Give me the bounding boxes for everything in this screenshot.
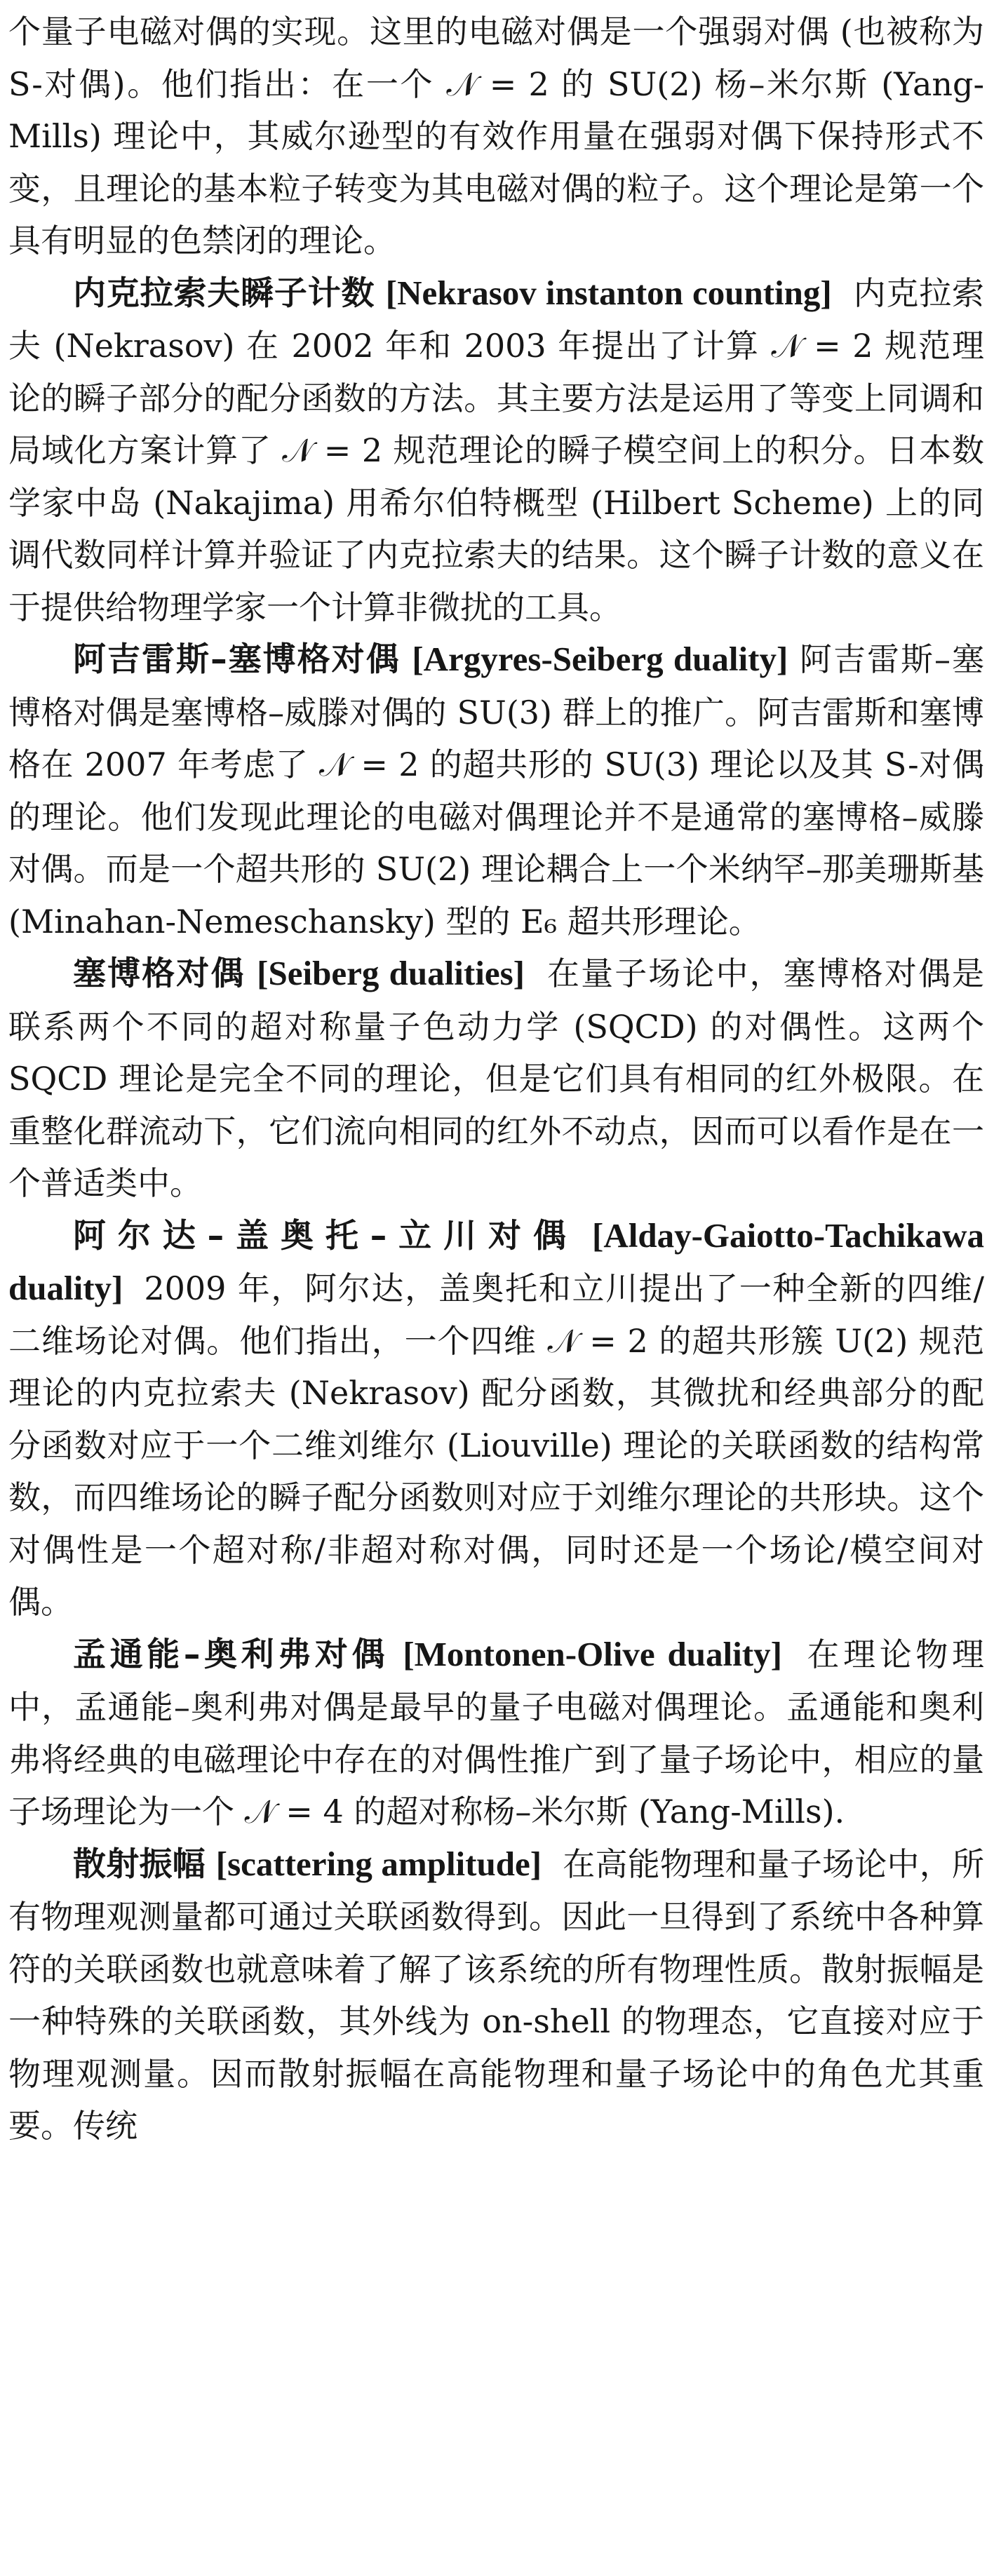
entry-montonen-olive-duality xyxy=(8,1628,984,1838)
entry-argyres-seiberg-duality xyxy=(8,633,984,948)
entry-term: 阿尔达–盖奥托–立川对偶 xyxy=(73,1216,578,1255)
entry-body: 在理论物理中，孟通能–奥利弗对偶是最早的量子电磁对偶理论。孟通能和奥利弗将经典的电磁理论中存在的对偶性推广到了量子场论中，相应的量子场理论为一个 𝒩 = 4 的超对称杨–米尔斯 (Yang-Mills). xyxy=(8,1635,985,1830)
entry-term: 阿吉雷斯–塞博格对偶 xyxy=(73,640,401,679)
entry-english-term: [scattering amplitude] xyxy=(215,1844,542,1883)
entry-term: 孟通能–奥利弗对偶 xyxy=(73,1635,389,1674)
entry-english-term: [Argyres-Seiberg duality] xyxy=(412,640,788,678)
entry-english-term: [Seiberg dualities] xyxy=(257,954,525,992)
entry-term: 散射振幅 xyxy=(73,1845,206,1884)
entry-body: 在高能物理和量子场论中，所有物理观测量都可通过关联函数得到。因此一旦得到了系统中各种算符的关联函数也就意味着了解了该系统的所有物理性质。散射振幅是一种特殊的关联函数，其外线为 on-shell 的物理态，它直接对应于物理观测量。因而散射振幅在高能物理和量子场论中的角色尤其重要。传统 xyxy=(8,1845,985,2145)
entry-body: 2009 年，阿尔达，盖奥托和立川提出了一种全新的四维/二维场论对偶。他们指出，一个四维 𝒩 = 2 的超共形簇 U(2) 规范理论的内克拉索夫 (Nekrasov) 配分函数，其微扰和经典部分的配分函数对应于一个二维刘维尔 (Liouville) 理论的关联函数的结构常数，而四维场论的瞬子配分函数则对应于刘维尔理论的共形块。这个对偶性是一个超对称/非超对称对偶，同时还是一个场论/模空间对偶。 xyxy=(8,1269,984,1621)
entry-body: 阿吉雷斯–塞博格对偶是塞博格–威滕对偶的 SU(3) 群上的推广。阿吉雷斯和塞博格在 2007 年考虑了 𝒩 = 2 的超共形的 SU(3) 理论以及其 S-对偶的理论。他们发现此理论的电磁对偶理论并不是通常的塞博格–威滕对偶。而是一个超共形的 SU(2) 理论耦合上一个米纳罕–那美珊斯基 (Minahan-Nemeschansky) 型的 E₆ 超共形理论。 xyxy=(8,640,985,940)
entry-english-term: [Montonen-Olive duality] xyxy=(403,1634,782,1673)
entry-nekrasov-instanton-counting xyxy=(8,267,984,634)
entry-term: 塞博格对偶 xyxy=(73,955,246,993)
entry-alday-gaiotto-tachikawa-duality xyxy=(8,1210,984,1628)
entry-seiberg-dualities xyxy=(8,948,984,1210)
entry-body: 内克拉索夫 (Nekrasov) 在 2002 年和 2003 年提出了计算 𝒩 = 2 规范理论的瞬子部分的配分函数的方法。其主要方法是运用了等变上同调和局域化方案计算了 𝒩 = 2 规范理论的瞬子模空间上的积分。日本数学家中岛 (Nakajima) 用希尔伯特概型 (Hilbert Scheme) 上的同调代数同样计算并验证了内克拉索夫的结果。这个瞬子计数的意义在于提供给物理学家一个计算非微扰的工具。 xyxy=(8,274,985,626)
entry-term: 内克拉索夫瞬子计数 xyxy=(73,274,375,313)
intro-paragraph: 个量子电磁对偶的实现。这里的电磁对偶是一个强弱对偶 (也被称为 S-对偶)。他们指出：在一个 𝒩 = 2 的 SU(2) 杨–米尔斯 (Yang-Mills) 理论中，其威尔逊型的有效作用量在强弱对偶下保持形式不变，且理论的基本粒子转变为其电磁对偶的粒子。这个理论是第一个具有明显的色禁闭的理论。 xyxy=(8,13,984,259)
entry-english-term: [Alday-Gaiotto-Tachikawa duality] xyxy=(8,1215,985,1307)
entry-body: 在量子场论中，塞博格对偶是联系两个不同的超对称量子色动力学 (SQCD) 的对偶性。这两个 SQCD 理论是完全不同的理论，但是它们具有相同的红外极限。在重整化群流动下，它们流向相同的红外不动点，因而可以看作是在一个普适类中。 xyxy=(8,955,985,1202)
entry-scattering-amplitude xyxy=(8,1838,984,2152)
entry-english-term: [Nekrasov instanton counting] xyxy=(385,273,832,312)
